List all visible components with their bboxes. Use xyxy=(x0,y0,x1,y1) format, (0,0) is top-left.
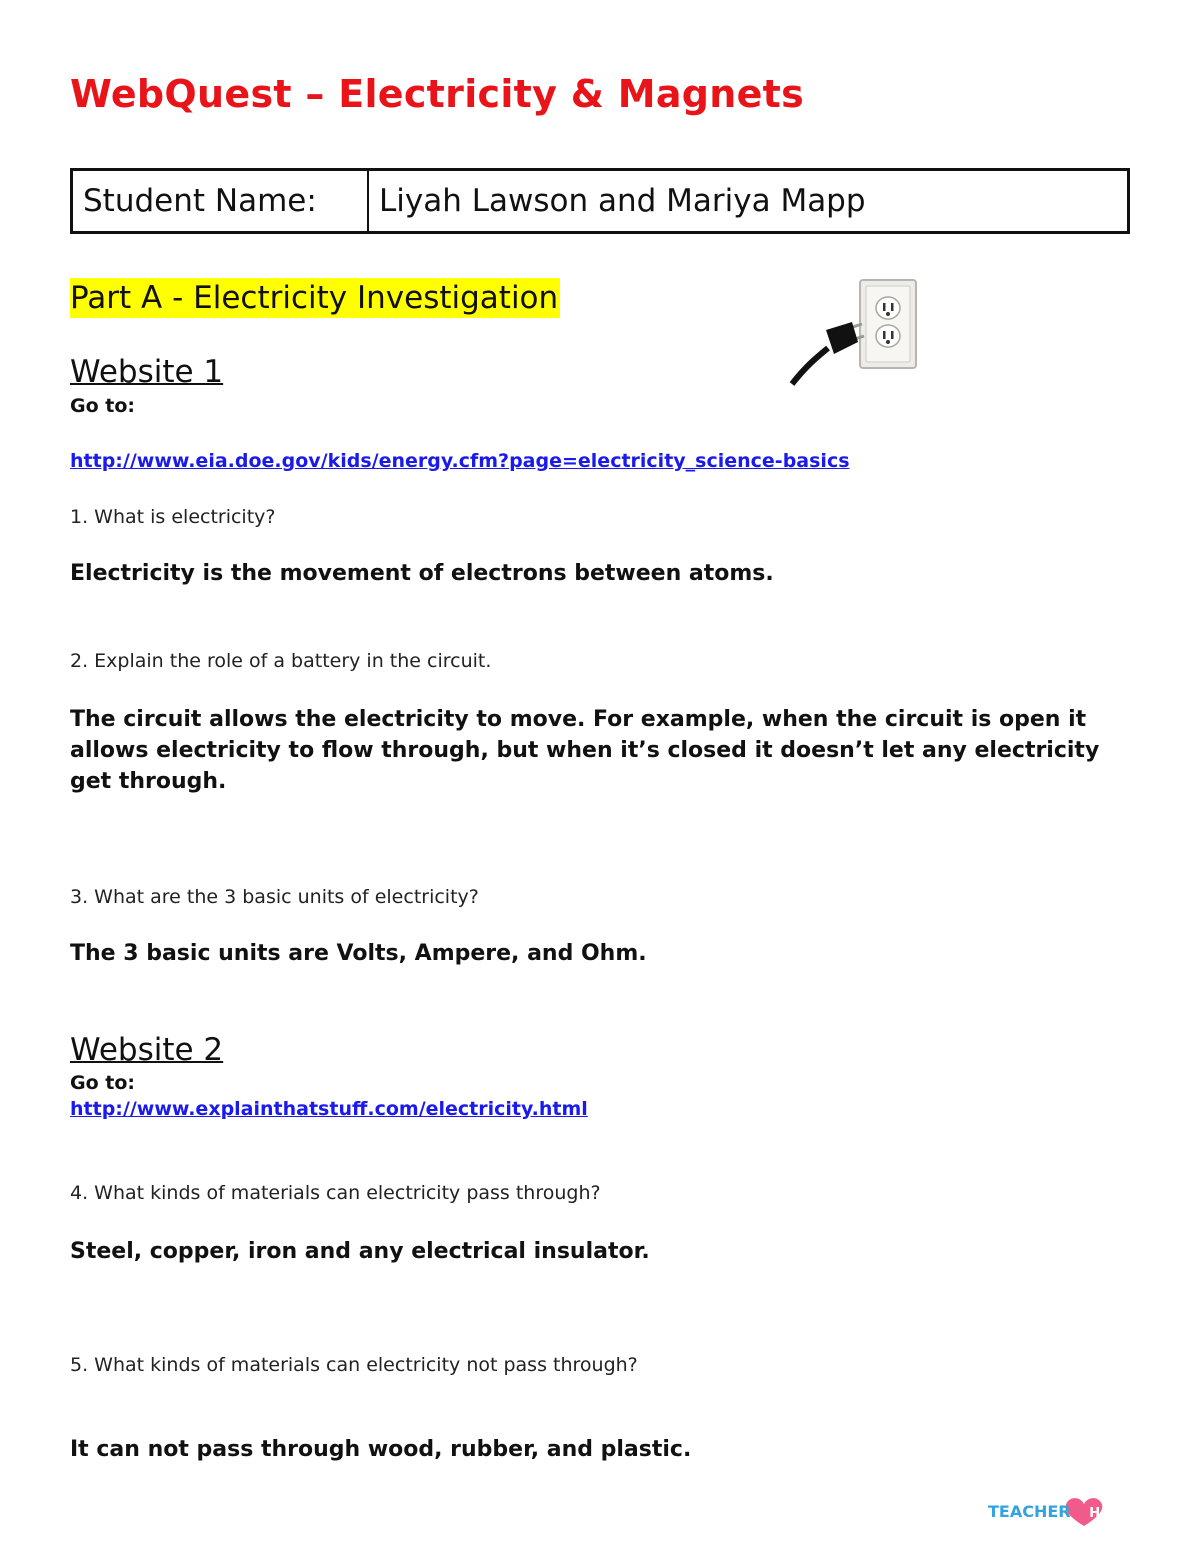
answer-2-line: get through. xyxy=(70,769,227,794)
website-1-goto-label: Go to: xyxy=(70,395,135,417)
answer-2 xyxy=(70,704,1130,797)
question-1: 1. What is electricity? xyxy=(70,506,276,528)
website-2-link[interactable]: http://www.explainthatstuff.com/electricity.html xyxy=(70,1098,588,1120)
answer-2-line: allows electricity to flow through, but when it’s closed it doesn’t let any electricity xyxy=(70,738,1100,763)
website-1-link[interactable]: http://www.eia.doe.gov/kids/energy.cfm?page=electricity_science-basics xyxy=(70,450,850,472)
answer-1: Electricity is the movement of electrons between atoms. xyxy=(70,561,774,586)
question-3: 3. What are the 3 basic units of electricity? xyxy=(70,886,479,908)
website-1-heading: Website 1 xyxy=(70,354,224,390)
part-a-heading: Part A - Electricity Investigation xyxy=(70,280,559,316)
question-5: 5. What kinds of materials can electricity not pass through? xyxy=(70,1354,638,1376)
plug-outlet-icon xyxy=(788,278,920,388)
website-2-heading: Website 2 xyxy=(70,1032,224,1068)
logo-text-teacher: TEACHER xyxy=(988,1502,1071,1521)
student-name-table xyxy=(70,168,1130,234)
answer-4: Steel, copper, iron and any electrical insulator. xyxy=(70,1239,650,1264)
answer-5: It can not pass through wood, rubber, and plastic. xyxy=(70,1437,692,1462)
logo-text-hart: HART xyxy=(1089,1506,1129,1521)
website-2-goto-label: Go to: xyxy=(70,1072,135,1094)
logo-text-at: at xyxy=(1070,1507,1084,1520)
student-name-label: Student Name: xyxy=(73,171,369,231)
page-title: WebQuest – Electricity & Magnets xyxy=(70,72,805,116)
question-4: 4. What kinds of materials can electricity pass through? xyxy=(70,1182,601,1204)
teacher-at-hart-logo xyxy=(988,1496,1129,1530)
question-2: 2. Explain the role of a battery in the circuit. xyxy=(70,650,492,672)
answer-2-line: The circuit allows the electricity to move. For example, when the circuit is open it xyxy=(70,707,1087,732)
answer-3: The 3 basic units are Volts, Ampere, and Ohm. xyxy=(70,941,647,966)
student-name-value[interactable]: Liyah Lawson and Mariya Mapp xyxy=(379,183,866,219)
